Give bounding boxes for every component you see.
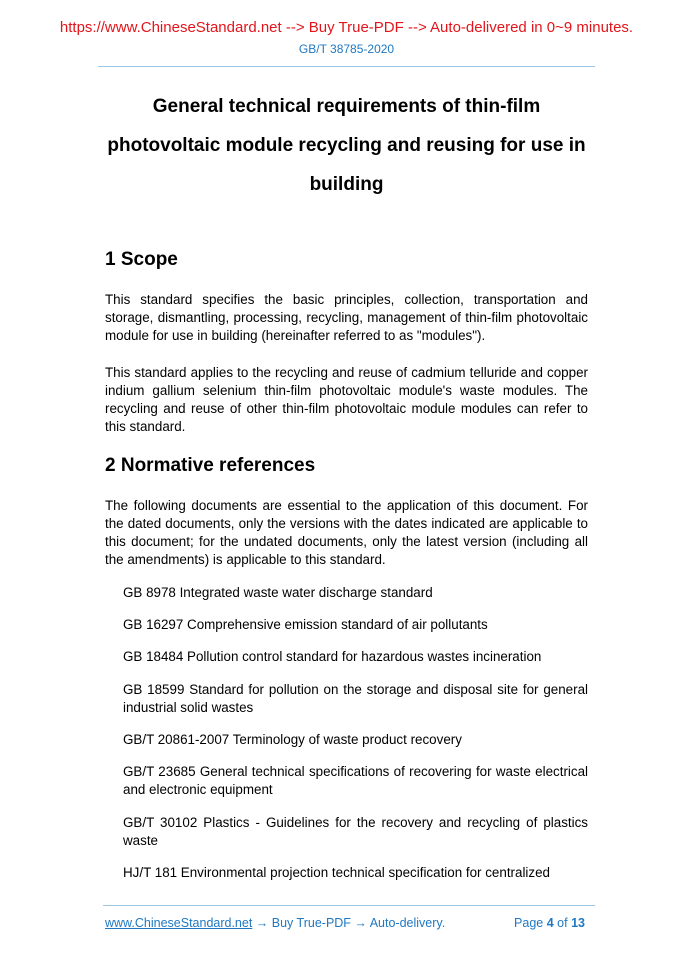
page-indicator xyxy=(514,916,585,930)
title-line: General technical requirements of thin-film xyxy=(152,96,541,117)
footer-divider xyxy=(103,905,595,906)
title-line: photovoltaic module recycling and reusing for use in xyxy=(107,135,586,156)
top-banner: https://www.ChineseStandard.net --> Buy True-PDF --> Auto-delivered in 0~9 minutes. xyxy=(59,19,634,36)
standard-code: GB/T 38785-2020 xyxy=(298,42,395,56)
reference-item: HJ/T 181 Environmental projection technical specification for centralized xyxy=(123,865,550,880)
document-title xyxy=(90,87,603,204)
section-heading-scope: 1 Scope xyxy=(105,249,178,270)
reference-item: GB 18484 Pollution control standard for hazardous wastes incineration xyxy=(123,649,542,664)
reference-item: GB 16297 Comprehensive emission standard of air pollutants xyxy=(123,617,488,632)
footer-link[interactable]: www.ChineseStandard.net xyxy=(105,916,253,930)
reference-item: GB/T 20861-2007 Terminology of waste product recovery xyxy=(123,732,462,747)
page-of: of xyxy=(557,916,568,930)
reference-item: GB/T 23685 General technical specifications of recovering for waste electrical and electronic equipment xyxy=(123,764,588,797)
section-heading-normative-references: 2 Normative references xyxy=(105,455,316,476)
paragraph: This standard specifies the basic principles, collection, transportation and storage, dismantling, processing, recycling, management of thin-film photovoltaic module for use in building (hereinafter referred to as "modules"). xyxy=(105,292,588,343)
paragraph: This standard applies to the recycling and reuse of cadmium telluride and copper indium gallium selenium thin-film photovoltaic module's waste modules. The recycling and reuse of other thin-film photovoltaic module modules can refer to this standard. xyxy=(105,365,588,434)
title-line: building xyxy=(309,174,384,195)
reference-item: GB 18599 Standard for pollution on the storage and disposal site for general industrial solid wastes xyxy=(123,682,588,715)
paragraph: The following documents are essential to the application of this document. For the dated documents, only the versions with the dates indicated are applicable to this document; for the undated documents, only the latest version (including all the amendments) is applicable to this standard. xyxy=(105,498,588,567)
page-label: Page xyxy=(514,916,544,930)
reference-item: GB/T 30102 Plastics - Guidelines for the recovery and recycling of plastics waste xyxy=(123,815,588,848)
footer-text: → Buy True-PDF → Auto-delivery. xyxy=(252,916,446,930)
page-current: 4 xyxy=(546,916,554,930)
header-divider xyxy=(98,66,595,67)
footer xyxy=(105,916,585,930)
reference-item: GB 8978 Integrated waste water discharge standard xyxy=(123,585,433,600)
page-total: 13 xyxy=(571,916,585,930)
